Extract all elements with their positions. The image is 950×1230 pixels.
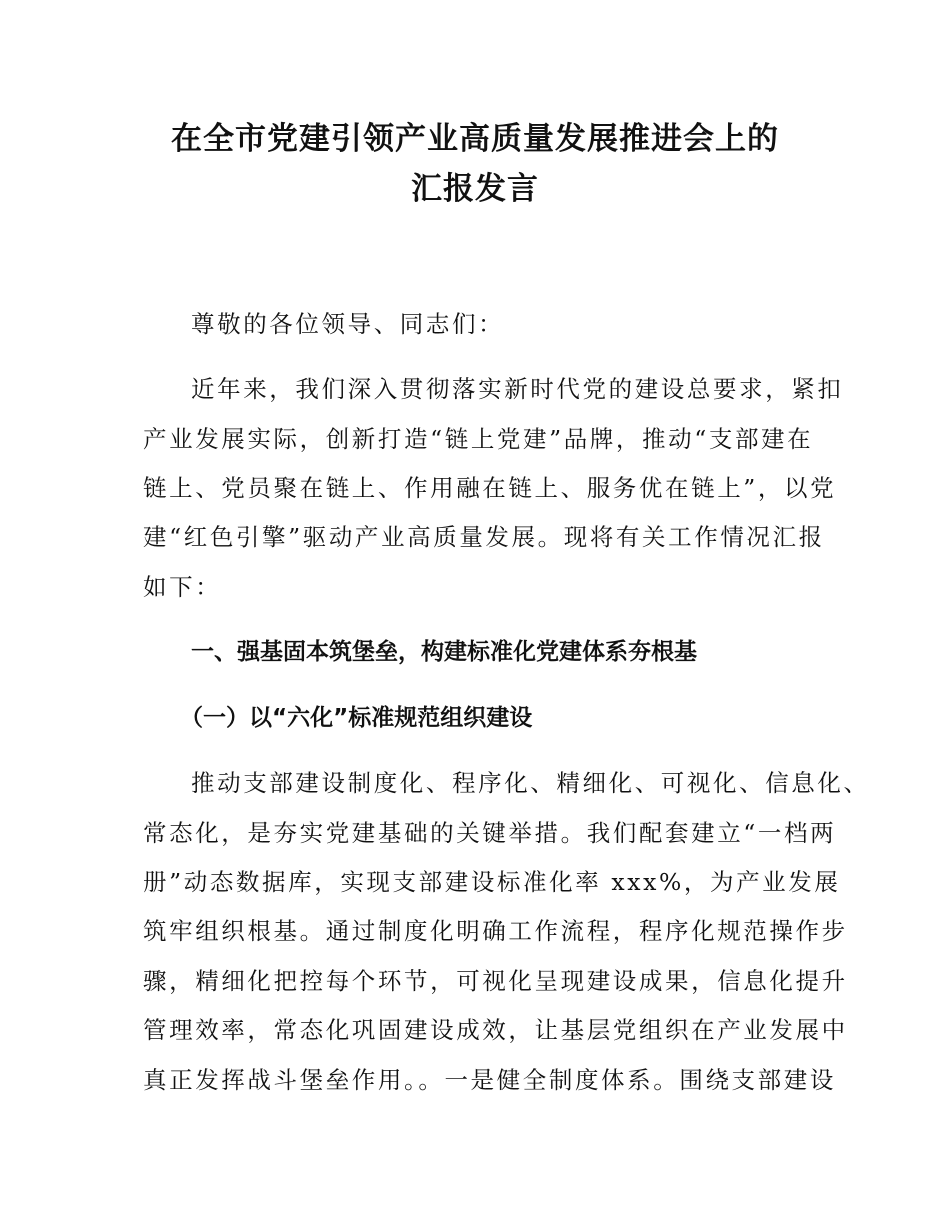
- body-line-5: 骤，精细化把控每个环节，可视化呈现建设成果，信息化提升: [143, 967, 848, 995]
- body-line-2: 常态化，是夯实党建基础的关键举措。我们配套建立“一档两: [143, 819, 837, 847]
- intro-line-1: 近年来，我们深入贯彻落实新时代党的建设总要求，紧扣: [191, 375, 844, 403]
- body-line-1: 推动支部建设制度化、程序化、精细化、可视化、信息化、: [191, 769, 870, 797]
- section-1-heading: 一、强基固本筑堡垒，构建标准化党建体系夯根基: [191, 639, 697, 665]
- document-title-line-1: 在全市党建引领产业高质量发展推进会上的: [171, 121, 779, 157]
- body-line-4: 筑牢组织根基。通过制度化明确工作流程，程序化规范操作步: [143, 917, 848, 945]
- subsection-1-heading: （一）以“六化”标准规范组织建设: [180, 705, 533, 731]
- salutation: 尊敬的各位领导、同志们：: [191, 310, 505, 338]
- intro-line-5: 如下：: [143, 573, 222, 601]
- intro-line-4: 建“红色引擎”驱动产业高质量发展。现将有关工作情况汇报: [143, 523, 825, 551]
- body-line-7: 真正发挥战斗堡垒作用。。一是健全制度体系。围绕支部建设: [143, 1066, 836, 1094]
- document-title-line-2: 汇报发言: [411, 171, 539, 207]
- intro-line-3: 链上、党员聚在链上、作用融在链上、服务优在链上”，以党: [143, 474, 837, 502]
- body-line-6: 管理效率，常态化巩固建设成效，让基层党组织在产业发展中: [143, 1016, 848, 1044]
- intro-line-2: 产业发展实际，创新打造“链上党建”品牌，推动“支部建在: [143, 425, 814, 453]
- body-line-3: 册”动态数据库，实现支部建设标准化率 xxx%，为产业发展: [143, 868, 841, 896]
